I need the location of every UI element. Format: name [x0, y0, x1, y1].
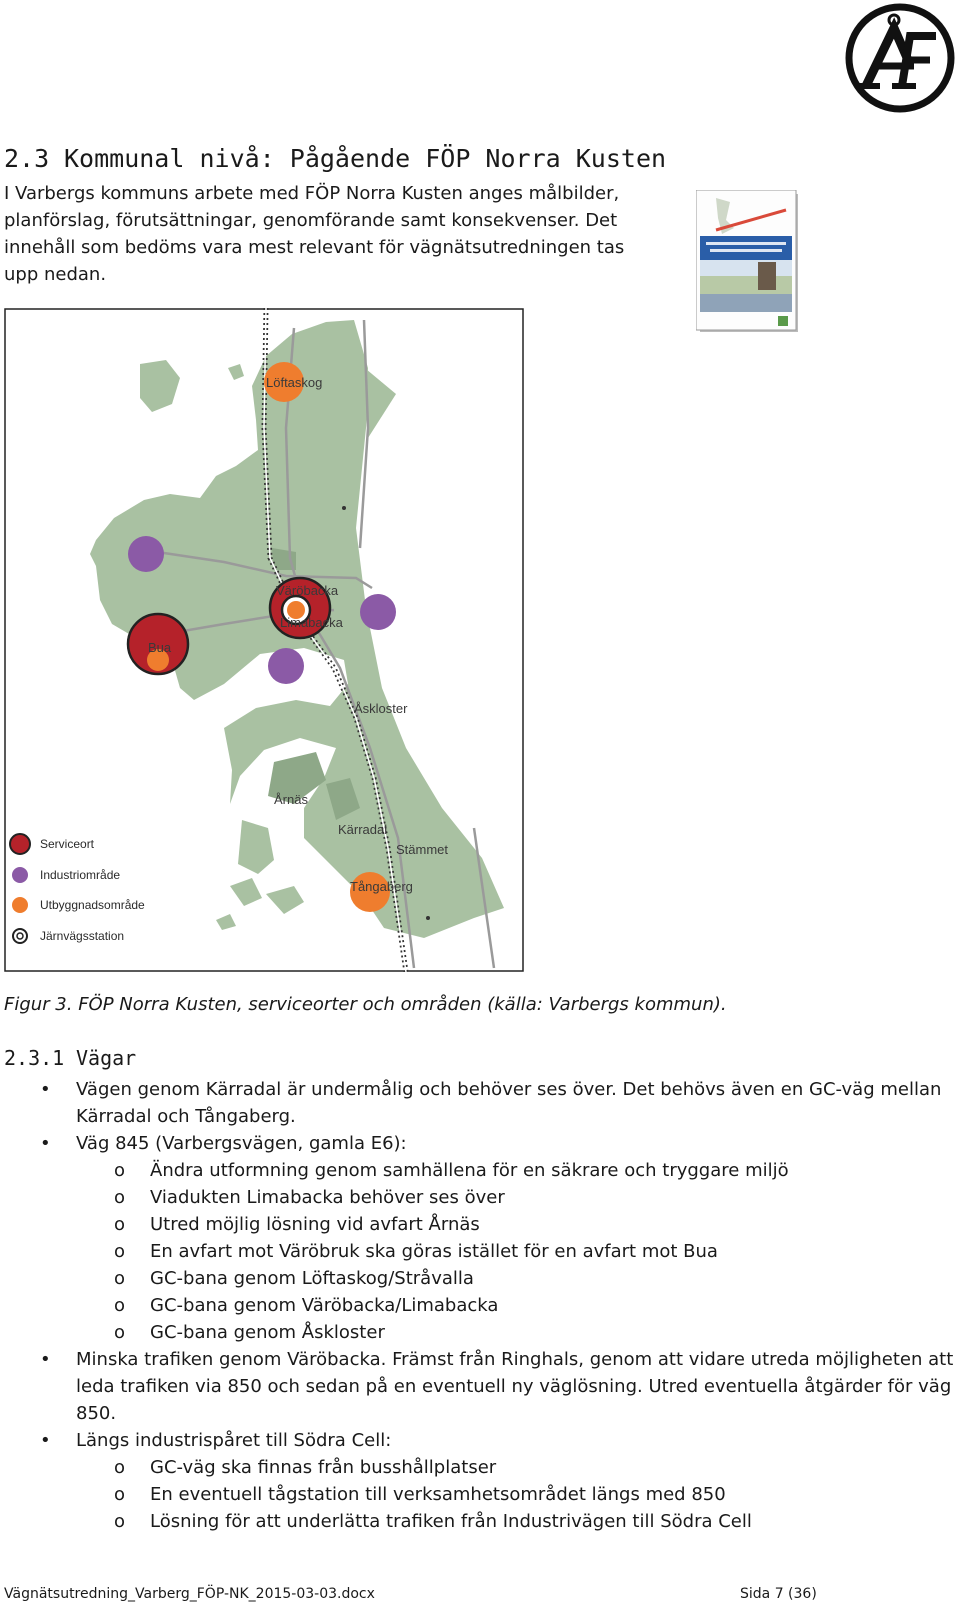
legend-serviceort: Serviceort [40, 837, 95, 851]
sub-list-item: o Utred möjlig lösning vid avfart Årnäs [4, 1211, 954, 1238]
subsection-number: 2.3.1 [4, 1046, 65, 1070]
map-label-limabacka: Limabacka [280, 615, 343, 630]
af-logo-icon [844, 2, 956, 114]
section-title: Kommunal nivå: Pågående FÖP Norra Kusten [64, 144, 667, 173]
report-cover-image [696, 190, 800, 334]
map-label-loftaskog: Löftaskog [266, 375, 323, 390]
figure-caption: Figur 3. FÖP Norra Kusten, serviceorter och områden (källa: Varbergs kommun). [4, 994, 727, 1015]
sub-list-item: o En avfart mot Väröbruk ska göras istället för en avfart mot Bua [4, 1238, 954, 1265]
legend-utbyggnadsomrade: Utbyggnadsområde [40, 898, 145, 912]
bullet: • [40, 1349, 51, 1370]
subsection-title: Vägar [76, 1046, 137, 1070]
sub-bullet: o [114, 1484, 126, 1505]
map-label-karradal: Kärradal [338, 822, 388, 837]
map-label-stammet: Stämmet [396, 842, 449, 857]
sub-bullet: o [114, 1268, 126, 1289]
road-measures-list [4, 1076, 954, 1535]
map-label-bua: Bua [148, 640, 172, 655]
sub-list-item: o Ändra utformning genom samhällena för en säkrare och tryggare miljö [4, 1157, 954, 1184]
bullet: • [40, 1133, 51, 1154]
section-heading [4, 144, 666, 173]
map-label-askloster: Åskloster [354, 701, 408, 716]
map-figure [4, 308, 524, 972]
subsection-heading [4, 1046, 136, 1070]
sub-list-item: o GC-väg ska finnas från busshållplatser [4, 1454, 954, 1481]
sub-list-item: o GC-bana genom Åskloster [4, 1319, 954, 1346]
footer-filename: Vägnätsutredning_Varberg_FÖP-NK_2015-03-03.docx [4, 1586, 375, 1602]
sub-bullet: o [114, 1187, 126, 1208]
sub-list-item: o GC-bana genom Väröbacka/Limabacka [4, 1292, 954, 1319]
map-label-tangaberg: Tångaberg [350, 879, 413, 894]
sub-bullet: o [114, 1322, 126, 1343]
section-number: 2.3 [4, 144, 50, 173]
sub-bullet: o [114, 1214, 126, 1235]
list-item: • Vägen genom Kärradal är undermålig och behöver ses över. Det behövs även en GC-väg mellan Kärradal och Tångaberg. [4, 1076, 954, 1130]
bullet: • [40, 1430, 51, 1451]
sub-bullet: o [114, 1511, 126, 1532]
map-label-varobacka: Väröbacka [276, 583, 339, 598]
bullet: • [40, 1079, 51, 1100]
legend-industriomrade: Industriområde [40, 868, 121, 882]
sub-bullet: o [114, 1160, 126, 1181]
map-label-arnas: Årnäs [274, 792, 308, 807]
footer-page-number: Sida 7 (36) [740, 1586, 817, 1602]
intro-paragraph: I Varbergs kommuns arbete med FÖP Norra Kusten anges målbilder, planförslag, förutsättningar, genomförande samt konsekvenser. Det innehåll som bedöms vara mest relevant för vägnätsutredningen tas upp nedan. [4, 183, 625, 285]
list-item: • Väg 845 (Varbergsvägen, gamla E6): [4, 1130, 954, 1157]
sub-list-item: o Lösning för att underlätta trafiken från Industrivägen till Södra Cell [4, 1508, 954, 1535]
sub-bullet: o [114, 1457, 126, 1478]
sub-list-item: o Viadukten Limabacka behöver ses över [4, 1184, 954, 1211]
legend-jarnvagsstation: Järnvägsstation [40, 929, 125, 943]
sub-list-item: o En eventuell tågstation till verksamhetsområdet längs med 850 [4, 1481, 954, 1508]
sub-bullet: o [114, 1241, 126, 1262]
sub-list-item: o GC-bana genom Löftaskog/Stråvalla [4, 1265, 954, 1292]
list-item: • Längs industrispåret till Södra Cell: [4, 1427, 954, 1454]
sub-bullet: o [114, 1295, 126, 1316]
list-item: • Minska trafiken genom Väröbacka. Främst från Ringhals, genom att vidare utreda möjligheten att leda trafiken via 850 och sedan på en eventuell ny väglösning. Utred eventuella åtgärder för väg 850. [4, 1346, 954, 1427]
